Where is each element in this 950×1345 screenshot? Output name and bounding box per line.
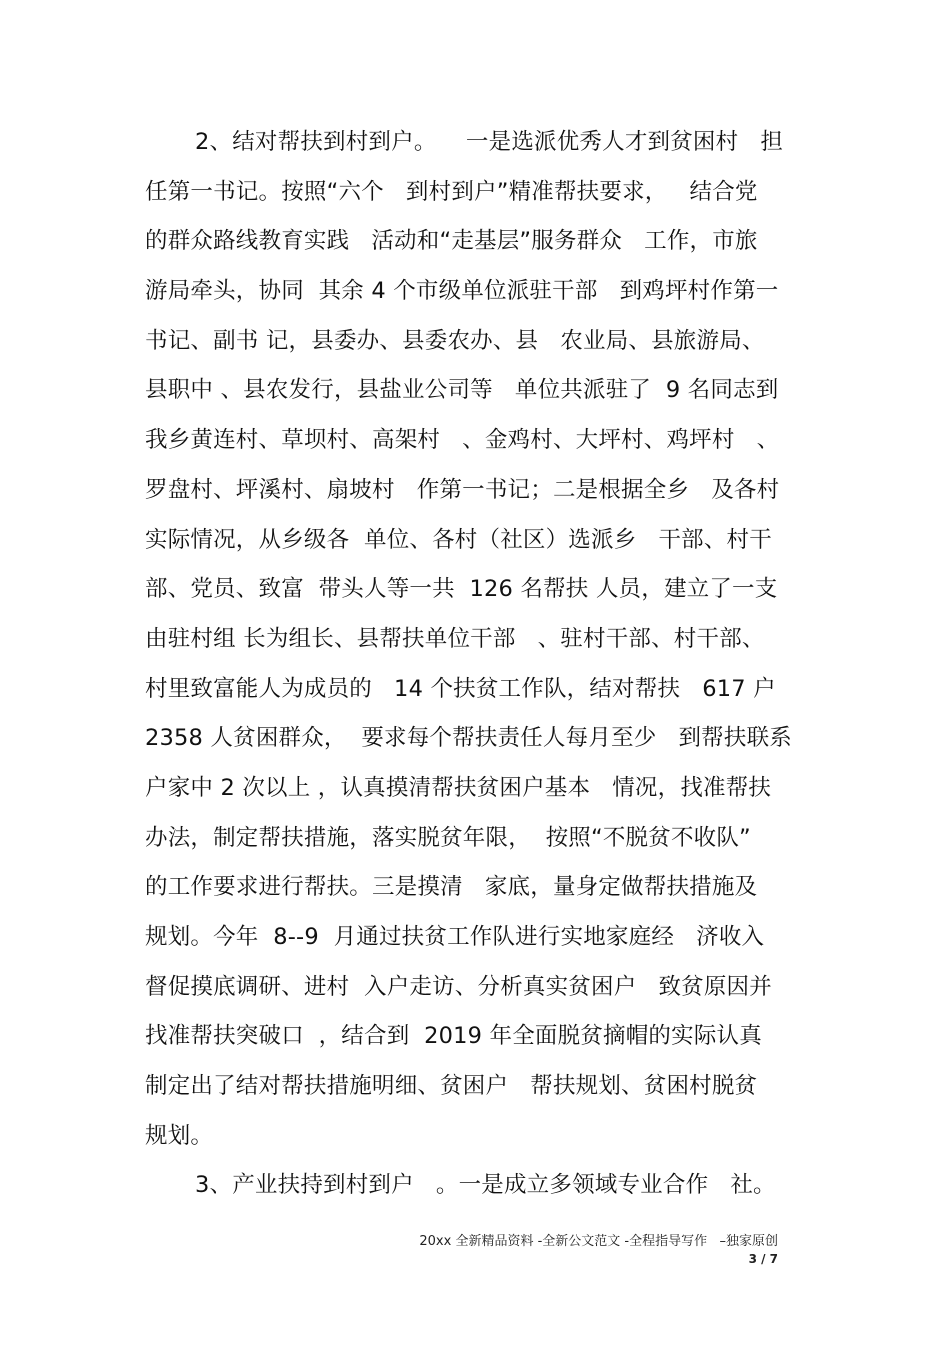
paragraph-line: 我乡黄连村、草坝村、高架村 、金鸡村、大坪村、鸡坪村 、 — [145, 427, 780, 454]
paragraph-line: 制定出了结对帮扶措施明细、贫困户 帮扶规划、贫困村脱贫 — [145, 1073, 758, 1100]
paragraph-line: 办法，制定帮扶措施，落实脱贫年限， 按照“不脱贫不收队” — [145, 824, 751, 851]
paragraph-line: 书记、副书 记，县委办、县委农办、县 农业局、县旅游局、 — [145, 327, 765, 354]
paragraph-line: 的工作要求进行帮扶。三是摸清 家底，量身定做帮扶措施及 — [145, 874, 758, 901]
paragraph-line: 2、结对帮扶到村到户。 一是选派优秀人才到贫困村 担 — [195, 129, 784, 155]
paragraph-line: 规划。 — [145, 1122, 214, 1149]
paragraph-line: 户家中 2 次以上 ，认真摸清帮扶贫困户基本 情况，找准帮扶 — [145, 774, 772, 801]
paragraph-line: 规划。今年 8--9 月通过扶贫工作队进行实地家庭经 济收入 — [145, 924, 765, 950]
page-footer-text: 20xx 全新精品资料 -全新公文范文 -全程指导写作 –独家原创 — [419, 1234, 778, 1249]
paragraph-line: 由驻村组 长为组长、县帮扶单位干部 、驻村干部、村干部、 — [145, 625, 765, 652]
paragraph-line: 罗盘村、坪溪村、扇坡村 作第一书记；二是根据全乡 及各村 — [145, 476, 780, 503]
paragraph-line: 县职中 、县农发行，县盐业公司等 单位共派驻了 9 名同志到 — [145, 377, 779, 404]
paragraph-line: 部、党员、致富 带头人等一共 126 名帮扶 人员，建立了一支 — [145, 576, 778, 603]
paragraph-line: 村里致富能人为成员的 14 个扶贫工作队，结对帮扶 617 户 — [145, 675, 776, 702]
paragraph-line: 3、产业扶持到村到户 。一是成立多领域专业合作 社。 — [195, 1172, 776, 1199]
paragraph-line: 督促摸底调研、进村 入户走访、分析真实贫困户 致贫原因并 — [145, 973, 772, 1000]
paragraph-line: 2358 人贫困群众， 要求每个帮扶责任人每月至少 到帮扶联系 — [145, 725, 792, 752]
paragraph-line: 任第一书记。按照“六个 到村到户”精准帮扶要求， 结合党 — [145, 178, 758, 205]
paragraph-line: 实际情况，从乡级各 单位、各村（社区）选派乡 干部、村干 — [145, 526, 772, 553]
paragraph-line: 的群众路线教育实践 活动和“走基层”服务群众 工作，市旅 — [145, 228, 758, 255]
paragraph-line: 游局牵头，协同 其余 4 个市级单位派驻干部 到鸡坪村作第一 — [145, 278, 779, 305]
page-number: 3 / 7 — [748, 1252, 778, 1266]
paragraph-line: 找准帮扶突破口 ，结合到 2019 年全面脱贫摘帽的实际认真 — [145, 1023, 762, 1050]
document-body — [145, 118, 845, 1211]
